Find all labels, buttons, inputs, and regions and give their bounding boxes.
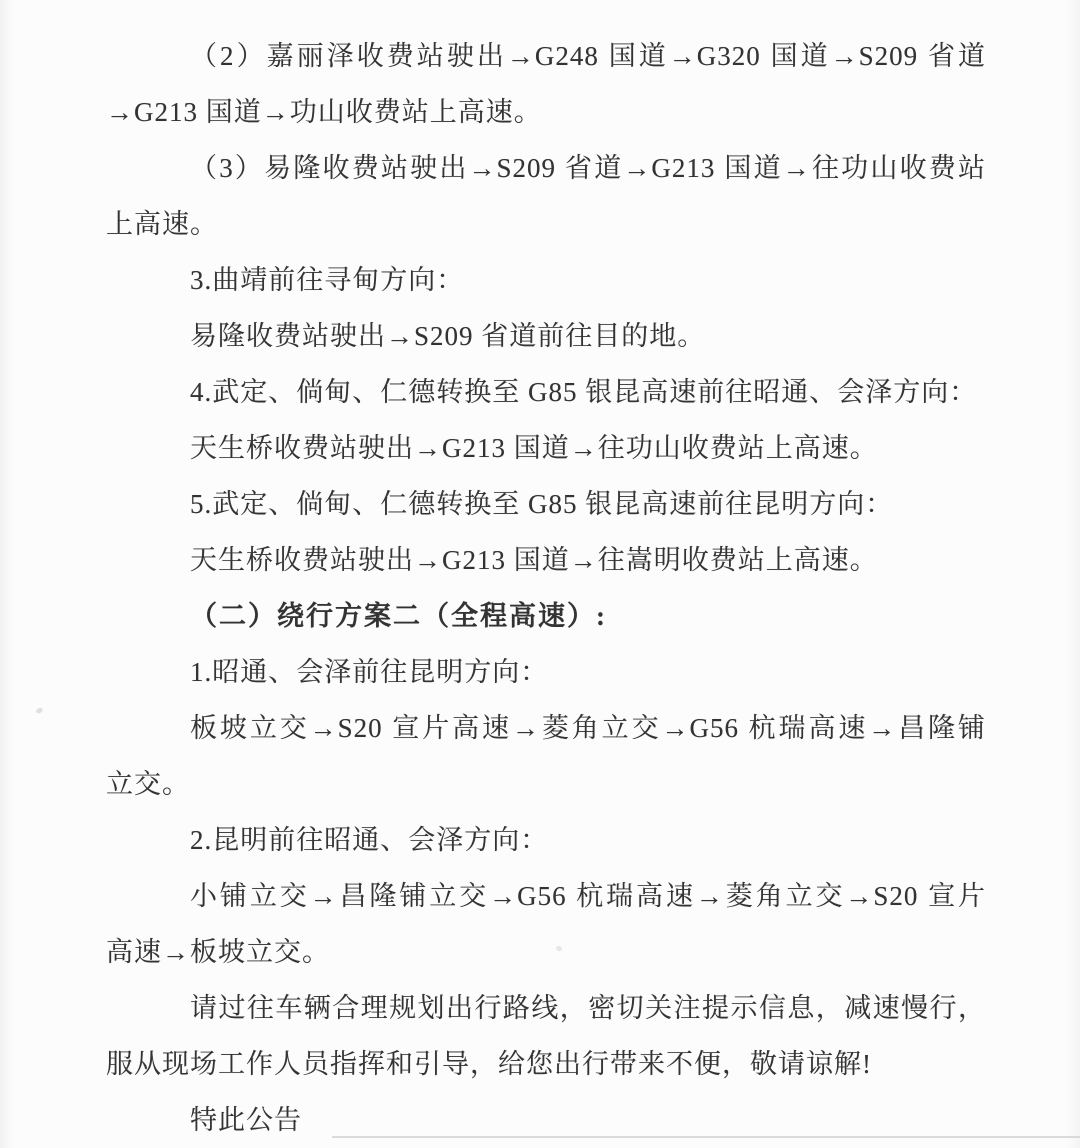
paragraph — [106, 532, 986, 588]
text-line: 易隆收费站驶出→S209 省道前往目的地。 — [190, 321, 706, 351]
text-line: 服从现场工作人员指挥和引导，给您出行带来不便，敬请谅解! — [106, 1049, 872, 1079]
paragraph — [106, 644, 986, 700]
text-line: 立交。 — [106, 769, 190, 799]
scan-edge-line — [332, 1136, 1080, 1138]
paragraph — [106, 140, 986, 252]
paragraph — [106, 364, 986, 420]
text-line: 5.武定、倘甸、仁德转换至 G85 银昆高速前往昆明方向： — [190, 489, 894, 519]
paragraph — [106, 28, 986, 140]
text-line: 小铺立交→昌隆铺立交→G56 杭瑞高速→菱角立交→S20 宣片 — [190, 881, 986, 911]
text-line: 1.昭通、会泽前往昆明方向： — [190, 657, 549, 687]
text-line: （2）嘉丽泽收费站驶出→G248 国道→G320 国道→S209 省道 — [190, 41, 986, 71]
closing-line: 特此公告 — [190, 1105, 302, 1135]
text-line: （3）易隆收费站驶出→S209 省道→G213 国道→往功山收费站 — [190, 153, 986, 183]
text-line: 板坡立交→S20 宣片高速→菱角立交→G56 杭瑞高速→昌隆铺 — [190, 713, 986, 743]
text-line: 高速→板坡立交。 — [106, 937, 330, 967]
text-line: 4.武定、倘甸、仁德转换至 G85 银昆高速前往昭通、会泽方向： — [190, 377, 978, 407]
paragraph — [106, 252, 986, 308]
document-body — [106, 28, 986, 1148]
scan-speck — [35, 707, 44, 715]
text-line: 天生桥收费站驶出→G213 国道→往嵩明收费站上高速。 — [190, 545, 878, 575]
paragraph — [106, 868, 986, 980]
paragraph — [106, 588, 986, 644]
paragraph — [106, 476, 986, 532]
text-line: →G213 国道→功山收费站上高速。 — [106, 97, 542, 127]
section-heading: （二）绕行方案二（全程高速）: — [190, 601, 607, 631]
text-line: 上高速。 — [106, 209, 218, 239]
paragraph — [106, 308, 986, 364]
text-line: 3.曲靖前往寻甸方向： — [190, 265, 465, 295]
text-line: 请过往车辆合理规划出行路线，密切关注提示信息，减速慢行， — [190, 993, 986, 1023]
paragraph — [106, 700, 986, 812]
text-line: 2.昆明前往昭通、会泽方向： — [190, 825, 549, 855]
paragraph — [106, 812, 986, 868]
text-line: 天生桥收费站驶出→G213 国道→往功山收费站上高速。 — [190, 433, 878, 463]
paragraph — [106, 980, 986, 1092]
paragraph — [106, 420, 986, 476]
